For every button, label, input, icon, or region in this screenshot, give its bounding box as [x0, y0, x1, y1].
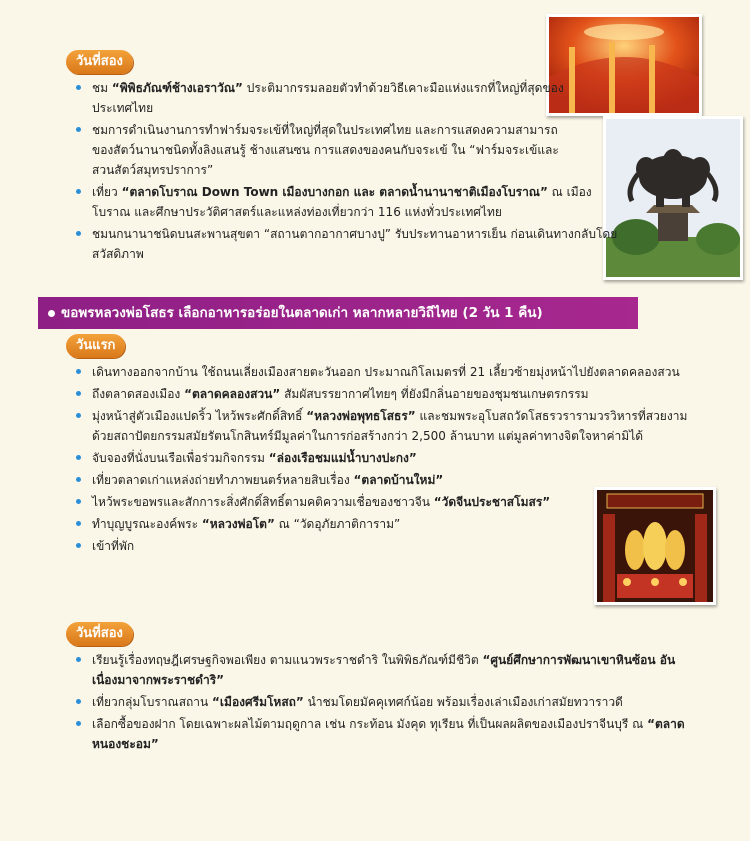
day-tag-day2-second: วันที่สอง	[66, 622, 133, 646]
list-item: ไหว้พระขอพรและสักการะสิ่งศักดิ์สิทธิ์ตามคติความเชื่อของชาวจีน “วัดจีนประชาสโมสร”	[70, 492, 592, 512]
day-tag-day1: วันแรก	[66, 334, 125, 358]
erawan-elephant-photo	[603, 116, 743, 280]
list-item: จับจองที่นั่งบนเรือเพื่อร่วมกิจกรรม “ล่องเรือชมแม่น้ำบางปะกง”	[70, 448, 592, 468]
bullet-icon	[76, 455, 81, 460]
list-item: ชม “พิพิธภัณฑ์ช้างเอราวัณ” ประติมากรรมลอยตัวทำด้วยวิธีเคาะมือแห่งแรกที่ใหญ่ที่สุดของประเทศไทย	[70, 78, 598, 118]
bullet-icon	[76, 369, 81, 374]
route-title-banner	[38, 297, 638, 329]
bullet-icon	[76, 543, 81, 548]
elephant-statue-image	[606, 119, 740, 277]
bullet-icon	[76, 521, 81, 526]
banner-text: ขอพรหลวงพ่อโสธร เลือกอาหารอร่อยในตลาดเก่า หลากหลายวิถีไทย (2 วัน 1 คืน)	[61, 305, 543, 321]
bullet-icon	[76, 699, 81, 704]
bullet-icon	[76, 127, 81, 132]
list-item: เรียนรู้เรื่องทฤษฎีเศรษฐกิจพอเพียง ตามแนวพระราชดำริ ในพิพิธภัณฑ์มีชีวิต “ศูนย์ศึกษาการพัฒนาเขาหินซ้อน อันเนื่องมาจากพระราชดำริ”	[70, 650, 700, 690]
list-item: ถึงตลาดสองเมือง “ตลาดคลองสวน” สัมผัสบรรยากาศไทยๆ ที่ยังมีกลิ่นอายของชุมชนเกษตรกรรม	[70, 384, 700, 404]
bullet-icon	[76, 657, 81, 662]
bullet-icon	[76, 231, 81, 236]
list-item: ทำบุญบูรณะองค์พระ “หลวงพ่อโต” ณ “วัดอุภัยภาติการาม”	[70, 514, 592, 534]
bullet-icon	[76, 477, 81, 482]
bullet-icon	[76, 391, 81, 396]
list-item: เดินทางออกจากบ้าน ใช้ถนนเลี่ยงเมืองสายตะวันออก ประมาณกิโลเมตรที่ 21 เลี้ยวซ้ายมุ่งหน้าไปยังตลาดคลองสวน	[70, 362, 700, 382]
list-item: เที่ยวกลุ่มโบราณสถาน “เมืองศรีมโหสถ” นำชมโดยมัคคุเทศก์น้อย พร้อมเรื่องเล่าเมืองเก่าสมัยทวาราวดี	[70, 692, 700, 712]
bullet-icon	[48, 310, 55, 317]
itinerary-list-day2-first	[70, 78, 618, 266]
list-item: เลือกซื้อของฝาก โดยเฉพาะผลไม้ตามฤดูกาล เช่น กระท้อน มังคุด ทุเรียน ที่เป็นผลผลิตของเมืองปราจีนบุรี ณ “ตลาดหนองชะอม”	[70, 714, 700, 754]
bullet-icon	[76, 413, 81, 418]
list-item: เข้าที่พัก	[70, 536, 700, 556]
bullet-icon	[76, 85, 81, 90]
list-item: เที่ยว “ตลาดโบราณ Down Town เมืองบางกอก และ ตลาดน้ำนานาชาติเมืองโบราณ” ณ เมืองโบราณ และศึกษาประวัติศาสตร์และแหล่งท่องเที่ยวกว่า 116 แห่งทั่วประเทศไทย	[70, 182, 622, 222]
list-item: เที่ยวตลาดเก่าแหล่งถ่ายทำภาพยนตร์หลายสิบเรื่อง “ตลาดบ้านใหม่”	[70, 470, 592, 490]
itinerary-list-day1	[70, 362, 700, 558]
bullet-icon	[76, 189, 81, 194]
bullet-icon	[76, 721, 81, 726]
bullet-icon	[76, 499, 81, 504]
list-item: มุ่งหน้าสู่ตัวเมืองแปดริ้ว ไหว้พระศักดิ์สิทธิ์ “หลวงพ่อพุทธโสธร” และชมพระอุโบสถวัดโสธรวรารามวรวิหารที่สวยงามด้วยสถาปัตยกรรมสมัยรัตนโกสินทร์มีมูลค่าในการก่อสร้างกว่า 2,500 ล้านบาท แต่มูลค่าทางจิตใจหาค่ามิได้	[70, 406, 700, 446]
list-item: ชมการดำเนินงานการทำฟาร์มจระเข้ที่ใหญ่ที่สุดในประเทศไทย และการแสดงความสามารถของสัตว์นานาชนิดทั้งลิงแสนรู้ ช้างแสนซน การแสดงของคนกับจระเข้ ใน “ฟาร์มจระเข้และสวนสัตว์สมุทรปราการ”	[70, 120, 562, 180]
itinerary-list-day2-second	[70, 650, 700, 756]
list-item: ชมนกนานาชนิดบนสะพานสุขตา “สถานตากอากาศบางปู” รับประทานอาหารเย็น ก่อนเดินทางกลับโดยสวัสดิภาพ	[70, 224, 622, 264]
day-tag-day2-first: วันที่สอง	[66, 50, 133, 74]
